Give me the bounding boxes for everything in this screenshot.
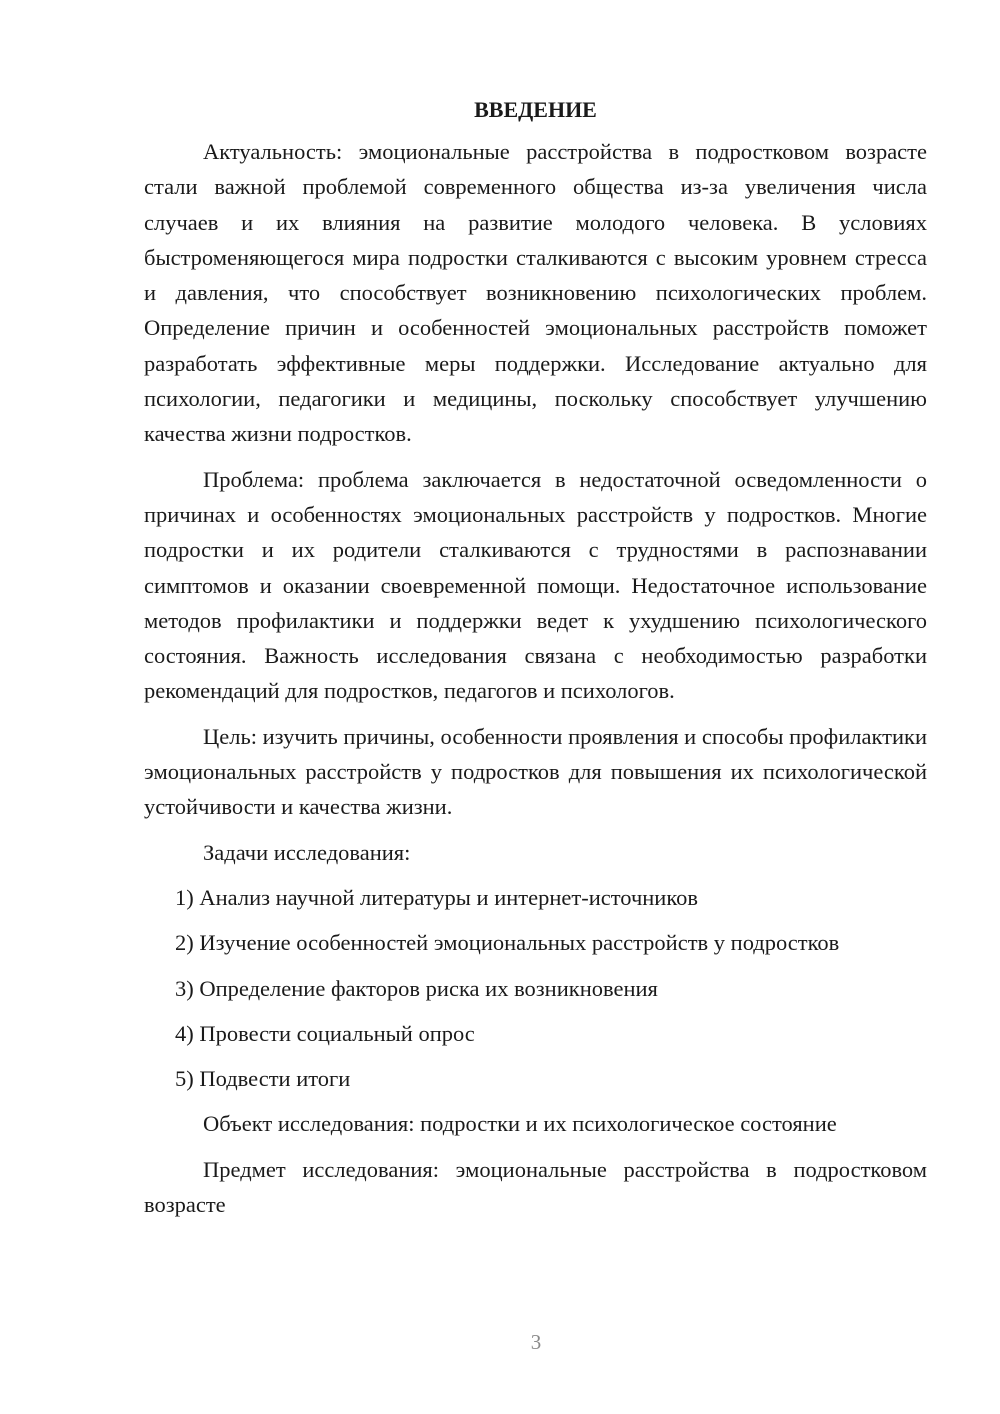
problem-paragraph: Проблема: проблема заключается в недостаточной осведомленности о причинах и особенностях эмоциональных расстройств у подростков. Многие подростки и их родители сталкиваются с трудностями в распознавании симптомов и оказании своевременной помощи. Недостаточное использование методов профилактики и поддержки ведет к ухудшению психологического состояния. Важность исследования связана с необходимостью разработки рекомендаций для подростков, педагогов и психологов. [144,466,927,704]
task-item: 2) Изучение особенностей эмоциональных расстройств у подростков [175,930,840,956]
page-heading: ВВЕДЕНИЕ [474,97,597,122]
task-item: 1) Анализ научной литературы и интернет-источников [175,884,699,910]
task-item: 3) Определение факторов риска их возникновения [175,975,658,1001]
document-page [144,92,927,1222]
page-number: 3 [530,1330,542,1354]
tasks-list [144,880,927,1096]
task-item: 5) Подвести итоги [175,1066,351,1092]
relevance-paragraph: Актуальность: эмоциональные расстройства в подростковом возрасте стали важной проблемой современного общества из-за увеличения числа случаев и их влияния на развитие молодого человека. В условиях быстроменяющегося мира подростки сталкиваются с высоким уровнем стресса и давления, что способствует возникновению психологических проблем. Определение причин и особенностей эмоциональных расстройств поможет разработать эффективные меры поддержки. Исследование актуально для психологии, педагогики и медицины, поскольку способствует улучшению качества жизни подростков. [144,139,927,447]
goal-paragraph: Цель: изучить причины, особенности проявления и способы профилактики эмоциональных расстройств у подростков для повышения их психологической устойчивости и качества жизни. [144,723,927,820]
task-item: 4) Провести социальный опрос [175,1020,475,1046]
object-paragraph: Объект исследования: подростки и их психологическое состояние [203,1111,837,1137]
subject-paragraph: Предмет исследования: эмоциональные расстройства в подростковом возрасте [144,1156,927,1218]
tasks-title: Задачи исследования: [203,839,411,865]
